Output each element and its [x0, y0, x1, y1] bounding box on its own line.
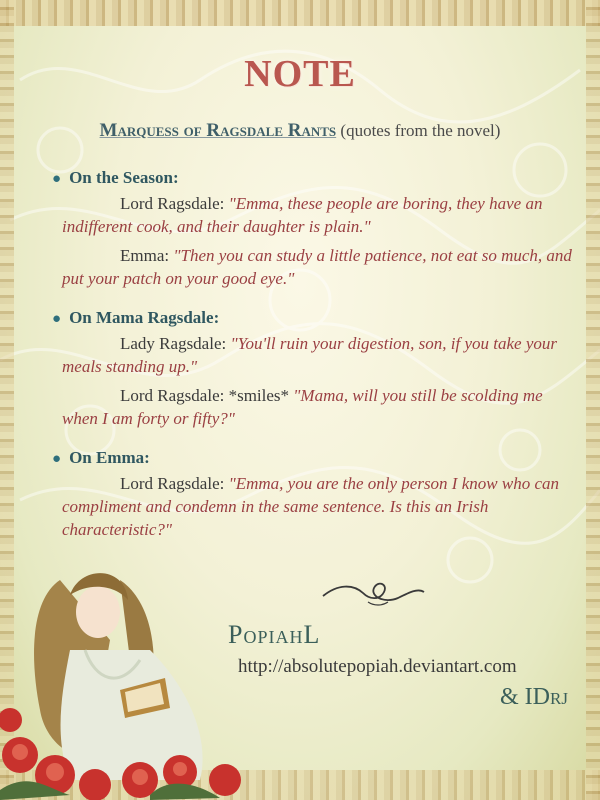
quote: [52, 244, 572, 290]
credit-coauthor: & IDrj: [500, 684, 568, 710]
quote: [52, 192, 572, 238]
subtitle: [0, 120, 600, 142]
top-ornamental-border: [0, 0, 600, 26]
credit-author: PopiahL: [228, 620, 321, 649]
quote: [52, 332, 572, 378]
quote-text: "Then you can study a little patience, not eat so much, and put your patch on your good eye.": [62, 246, 572, 288]
section-on-emma: [52, 448, 572, 547]
quote-speaker: Lady Ragsdale:: [120, 334, 227, 353]
section-on-mama-ragsdale: [52, 308, 572, 436]
quote-speaker: Emma:: [120, 246, 170, 265]
quote-text: "Mama, will you still be scolding me when I am forty or fifty?": [62, 386, 543, 428]
bullet-icon: ●: [52, 311, 62, 327]
section-heading-text: On Mama Ragsdale:: [69, 308, 220, 327]
quote: [52, 472, 572, 541]
quote-text: "Emma, you are the only person I know who can compliment and condemn in the same sentence. Is this an Irish characteristic?": [62, 474, 559, 539]
section-heading: [52, 448, 572, 468]
section-heading-text: On Emma:: [69, 448, 150, 467]
quote-speaker: Lord Ragsdale:: [120, 474, 225, 493]
page-title: NOTE: [244, 53, 356, 95]
section-on-the-season: [52, 168, 572, 296]
quote-speaker: Lord Ragsdale:: [120, 386, 225, 405]
quote-text: "You'll ruin your digestion, son, if you take your meals standing up.": [62, 334, 557, 376]
bullet-icon: ●: [52, 451, 62, 467]
girl-reading-illustration: [0, 540, 260, 800]
section-heading: [52, 308, 572, 328]
flourish-ornament-icon: [318, 578, 428, 608]
quote-action: *smiles*: [228, 386, 290, 405]
section-heading-text: On the Season:: [69, 168, 179, 187]
subtitle-aside: (quotes from the novel): [340, 121, 501, 140]
credit-url-link[interactable]: http://absolutepopiah.deviantart.com: [238, 656, 517, 677]
section-heading: [52, 168, 572, 188]
quote-speaker: Lord Ragsdale:: [120, 194, 225, 213]
subtitle-main: Marquess of Ragsdale Rants: [99, 120, 337, 141]
quote: [52, 384, 572, 430]
quote-text: "Emma, these people are boring, they have an indifferent cook, and their daughter is plain.": [62, 194, 543, 236]
bullet-icon: ●: [52, 171, 62, 187]
